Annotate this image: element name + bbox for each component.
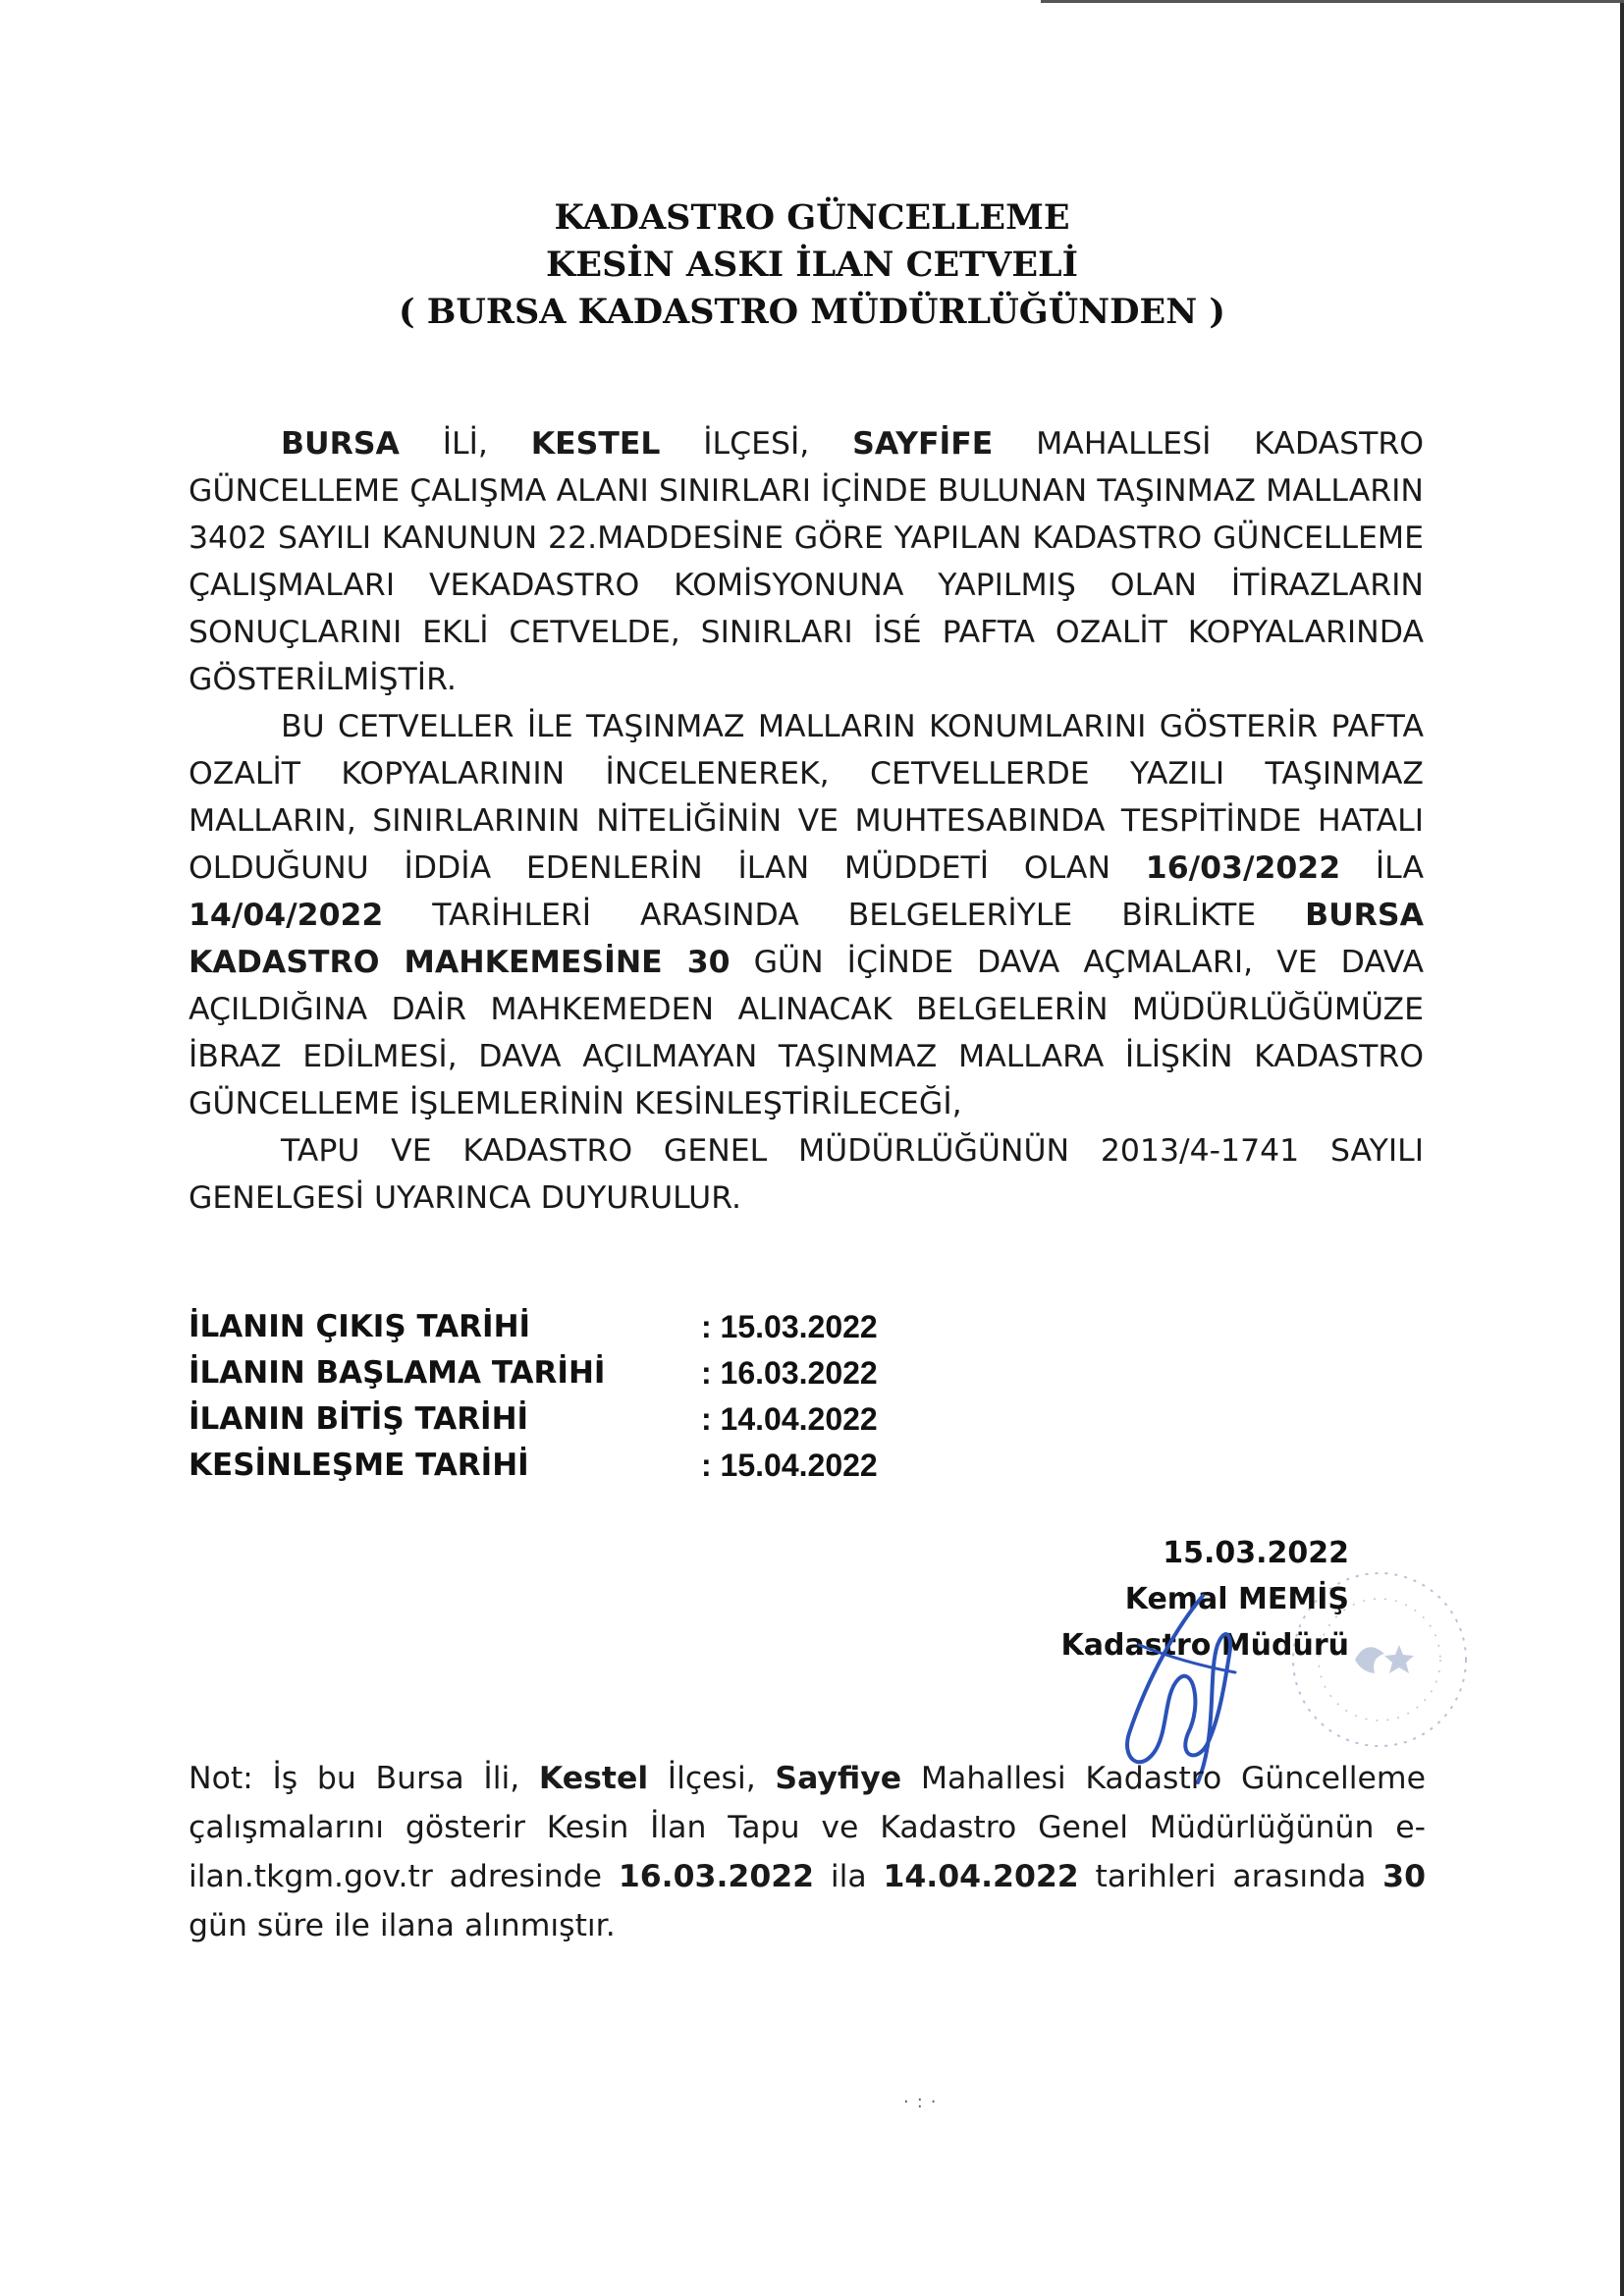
end-date: 14/04/2022 xyxy=(189,898,384,933)
start-date: 16/03/2022 xyxy=(1145,850,1341,886)
note-neighborhood: Sayfiye xyxy=(775,1761,902,1796)
text-span: Not: İş bu Bursa İli, xyxy=(189,1761,539,1796)
province-name: BURSA xyxy=(281,426,400,462)
neighborhood-name: SAYFİFE xyxy=(852,426,994,462)
date-value: : 15.04.2022 xyxy=(701,1448,878,1483)
heading-line-3: ( BURSA KADASTRO MÜDÜRLÜĞÜNDEN ) xyxy=(399,292,1225,332)
date-table xyxy=(189,1304,996,1489)
date-row xyxy=(189,1350,996,1396)
text-span: İLİ, xyxy=(399,426,531,462)
text-span: MAHALLESİ KADASTRO GÜNCELLEME ÇALIŞMA ALANI SINIRLARI İÇİNDE BULUNAN TAŞINMAZ MALLARIN 3402 SAYILI KANUNUN 22.MADDESİNE GÖRE YAPILAN KADASTRO GÜNCELLEME ÇALIŞMALARI VEKADASTRO KOMİSYONUNA YAPILMIŞ OLAN İTİRAZLARIN SONUÇLARINI EKLİ CETVELDE, SINIRLARI İSÉ PAFTA OZALİT KOPYALARINDA GÖSTERİLMİŞTİR. xyxy=(189,426,1425,697)
text-span: GÜN İÇİNDE DAVA AÇMALARI, VE DAVA AÇILDIĞINA DAİR MAHKEMEDEN ALINACAK BELGELERİN MÜDÜRLÜĞÜMÜZE İBRAZ EDİLMESİ, DAVA AÇILMAYAN TAŞINMAZ MALLARA İLİŞKİN KADASTRO GÜNCELLEME İŞLEMLERİNİN KESİNLEŞTİRİLECEĞİ, xyxy=(189,945,1424,1121)
scan-edge-top xyxy=(1041,0,1624,3)
text-span: ila xyxy=(814,1859,884,1894)
date-row xyxy=(189,1304,996,1350)
paragraph-2 xyxy=(189,703,1424,1127)
text-span: tarihleri arasında xyxy=(1078,1859,1383,1894)
note-end-date: 14.04.2022 xyxy=(883,1859,1079,1894)
signature-date: 15.03.2022 xyxy=(1163,1536,1349,1570)
text-span: TARİHLERİ ARASINDA BELGELERİYLE BİRLİKTE xyxy=(383,898,1306,933)
date-label: KESİNLEŞME TARİHİ xyxy=(189,1448,529,1483)
signer-title: Kadastro Müdürü xyxy=(1060,1628,1349,1663)
heading-line-1: KADASTRO GÜNCELLEME xyxy=(554,197,1070,238)
text-span: İlçesi, xyxy=(648,1761,776,1796)
paragraph-3 xyxy=(189,1127,1424,1222)
date-label: İLANIN BAŞLAMA TARİHİ xyxy=(189,1355,606,1391)
district-name: KESTEL xyxy=(530,426,661,462)
scan-speckle-icon: ·:· xyxy=(903,2092,945,2112)
text-span: İLA xyxy=(1340,850,1425,886)
text-span: Mahallesi Kadastro Güncelleme çalışmalarını gösterir Kesin İlan Tapu ve Kadastro Genel Müdürlüğünün e-ilan.tkgm.gov.tr adresinde xyxy=(189,1761,1426,1894)
note-day-count: 30 xyxy=(1382,1859,1426,1894)
circular-text: TAPU VE KADASTRO GENEL MÜDÜRLÜĞÜNÜN 2013/4-1741 SAYILI GENELGESİ UYARINCA DUYURULUR. xyxy=(189,1133,1424,1216)
note-district: Kestel xyxy=(538,1761,649,1796)
date-label: İLANIN BİTİŞ TARİHİ xyxy=(189,1401,529,1437)
date-value: : 16.03.2022 xyxy=(701,1355,878,1391)
document-heading xyxy=(0,194,1624,336)
signer-name: Kemal MEMİŞ xyxy=(1124,1582,1349,1616)
date-value: : 15.03.2022 xyxy=(701,1309,878,1344)
date-row xyxy=(189,1443,996,1489)
paragraph-1 xyxy=(189,420,1424,703)
date-value: : 14.04.2022 xyxy=(701,1401,878,1437)
date-row xyxy=(189,1396,996,1443)
note-paragraph xyxy=(189,1754,1426,1950)
heading-line-2: KESİN ASKI İLAN CETVELİ xyxy=(545,245,1079,285)
court-name: BURSA KADASTRO MAHKEMESİNE 30 xyxy=(189,898,1424,980)
text-span: gün süre ile ilana alınmıştır. xyxy=(189,1908,616,1943)
text-span: BU CETVELLER İLE TAŞINMAZ MALLARIN KONUMLARINI GÖSTERİR PAFTA OZALİT KOPYALARININ İNCELENEREK, CETVELLERDE YAZILI TAŞINMAZ MALLARIN, SINIRLARININ NİTELİĞİNİN VE MUHTESABINDA TESPİTİNDE HATALI OLDUĞUNU İDDİA EDENLERİN İLAN MÜDDETİ OLAN xyxy=(189,709,1424,886)
scan-edge-right xyxy=(1620,0,1624,2296)
date-label: İLANIN ÇIKIŞ TARİHİ xyxy=(189,1309,531,1344)
note-start-date: 16.03.2022 xyxy=(618,1859,815,1894)
text-span: İLÇESİ, xyxy=(660,426,853,462)
